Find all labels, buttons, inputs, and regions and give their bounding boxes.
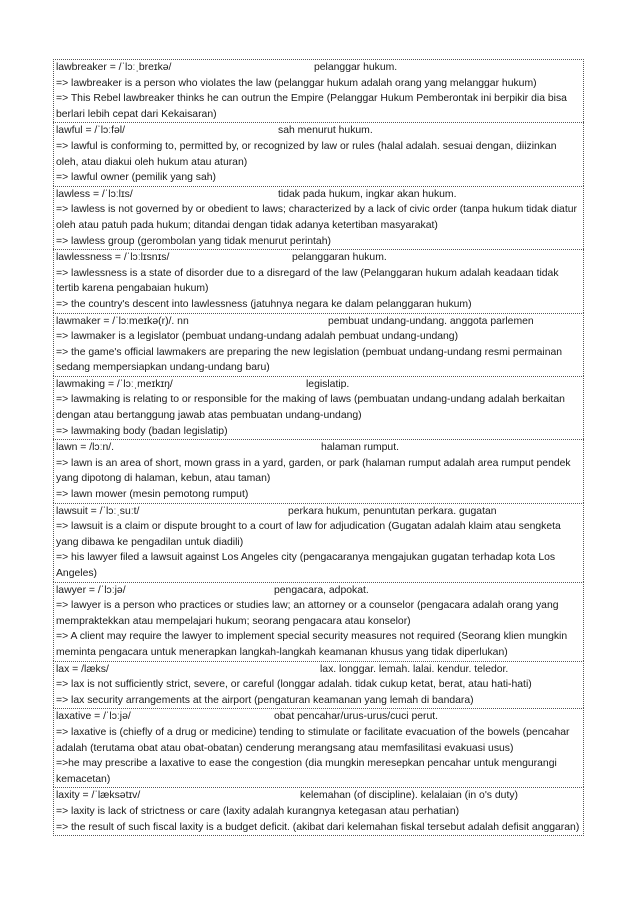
headword: lawmaking = /ˈlɔːˌmeɪkɪŋ/ <box>56 378 173 390</box>
headword: lawful = /ˈlɔːfəl/ <box>56 125 126 137</box>
dictionary-entry-lawsuit <box>53 503 584 582</box>
dictionary-entry-lawyer <box>53 582 584 661</box>
headword: lawn = /lɔːn/. <box>56 442 115 454</box>
definition-line: => laxity is lack of strictness or care (laxity adalah kurangnya ketegasan atau perhatian) <box>56 805 460 817</box>
translation: perkara hukum, penuntutan perkara. gugatan <box>288 505 497 517</box>
example-line: => This Rebel lawbreaker thinks he can outrun the Empire (Pelanggar Hukum Pemberontak ini berpikir dia bisa berlari lebih cepat dari Kekaisaran) <box>56 93 567 120</box>
dictionary-entry-laxity <box>53 787 584 836</box>
translation: pelanggaran hukum. <box>292 252 387 264</box>
definition-line: => lawn is an area of short, mown grass in a yard, garden, or park (halaman rumput adalah area rumput pendek yang dipotong di halaman, kebun, atau taman) <box>56 457 571 485</box>
definition-line: => lax is not sufficiently strict, severe, or careful (longgar adalah. tidak cukup ketat, berat, atau hati-hati) <box>56 679 532 691</box>
example-line: => the country's descent into lawlessness (jatuhnya negara ke dalam pelanggaran hukum) <box>56 298 472 310</box>
translation: sah menurut hukum. <box>278 125 373 137</box>
example-line: => the game's official lawmakers are preparing the new legislation (pembuat undang-undang resmi permainan sedang mempersiapkan undang-undang baru) <box>56 346 563 374</box>
translation: kelemahan (of discipline). kelalaian (in o's duty) <box>300 790 518 802</box>
translation: tidak pada hukum, ingkar akan hukum. <box>278 188 457 200</box>
headword: lawlessness = /ˈlɔːlɪsnɪs/ <box>56 252 170 264</box>
headword: lax = /læks/ <box>56 663 109 675</box>
dictionary-entry-lawless <box>53 186 584 249</box>
definition-line: => laxative is (chiefly of a drug or medicine) tending to stimulate or facilitate evacuation of the bowels (pencahar adalah (terutama obat atau obat-obatan) cenderung merangsang atau memfasilitasi evakuasi usus) <box>56 726 570 754</box>
headword: lawyer = /ˈlɔːjə/ <box>56 584 126 596</box>
example-line: => the result of such fiscal laxity is a budget deficit. (akibat dari kelemahan fiskal tersebut adalah defisit anggaran) <box>56 821 580 833</box>
dictionary-page <box>53 59 584 836</box>
example-line: => lax security arrangements at the airport (pengaturan keamanan yang lemah di bandara) <box>56 694 474 706</box>
definition-line: => lawbreaker is a person who violates the law (pelanggar hukum adalah orang yang melanggar hukum) <box>56 77 537 89</box>
definition-line: => lawsuit is a claim or dispute brought to a court of law for adjudication (Gugatan adalah klaim atau sengketa yang dibawa ke pengadilan untuk diadili) <box>56 521 561 548</box>
example-line: => lawful owner (pemilik yang sah) <box>56 172 216 184</box>
example-line: => lawn mower (mesin pemotong rumput) <box>56 489 249 501</box>
headword: lawsuit = /ˈlɔːˌsuːt/ <box>56 505 140 517</box>
example-line: => lawless group (gerombolan yang tidak menurut perintah) <box>56 235 331 247</box>
translation: obat pencahar/urus-urus/cuci perut. <box>274 711 439 723</box>
dictionary-entry-lawmaking <box>53 376 584 439</box>
definition-line: => lawyer is a person who practices or studies law; an attorney or a counselor (pengacara adalah orang yang mempraktekkan atau mempelajari hukum; seorang pengacara atau konselor) <box>56 600 559 627</box>
headword: lawless = /ˈlɔːlɪs/ <box>56 188 133 200</box>
translation: pelanggar hukum. <box>314 62 398 73</box>
definition-line: => lawmaker is a legislator (pembuat undang-undang adalah pembuat undang-undang) <box>56 331 459 343</box>
definition-line: => lawless is not governed by or obedient to laws; characterized by a lack of civic order (tanpa hukum tidak diatur oleh atau patuh pada hukum; ditandai dengan tidak adanya ketertiban masyarakat) <box>56 204 577 231</box>
headword: lawbreaker = /ˈlɔːˌbreɪkə/ <box>56 62 172 73</box>
dictionary-entry-lawlessness <box>53 249 584 312</box>
example-line: => his lawyer filed a lawsuit against Los Angeles city (pengacaranya mengajukan gugatan terhadap kota Los Angeles) <box>56 552 556 579</box>
headword: laxative = /ˈlɔːjə/ <box>56 711 131 723</box>
translation: halaman rumput. <box>321 442 399 454</box>
definition-line: => lawmaking is relating to or responsible for the making of laws (pembuatan undang-undang adalah berkaitan dengan atau bertanggung jawab atas pembuatan undang-undang) <box>56 394 565 422</box>
translation: pembuat undang-undang. anggota parlemen <box>328 315 534 327</box>
definition-line: => lawlessness is a state of disorder due to a disregard of the law (Pelanggaran hukum adalah keadaan tidak tertib karena pengabaian hukum) <box>56 267 559 295</box>
definition-line: => lawful is conforming to, permitted by, or recognized by law or rules (halal adalah. sesuai dengan, diizinkan oleh, atau diakui oleh hukum atau aturan) <box>56 140 557 168</box>
headword: laxity = /ˈlæksətɪv/ <box>56 790 141 802</box>
dictionary-entry-laxative <box>53 708 584 787</box>
dictionary-entry-lax <box>53 661 584 709</box>
dictionary-entry-lawn <box>53 439 584 502</box>
translation: lax. longgar. lemah. lalai. kendur. teledor. <box>320 663 509 675</box>
dictionary-entry-lawful <box>53 122 584 185</box>
example-line: =>he may prescribe a laxative to ease the congestion (dia mungkin meresepkan pencahar untuk mengurangi kemacetan) <box>56 758 557 785</box>
headword: lawmaker = /ˈlɔːmeɪkə(r)/. nn <box>56 315 189 327</box>
example-line: => lawmaking body (badan legislatip) <box>56 425 228 437</box>
dictionary-entry-lawbreaker <box>53 59 584 122</box>
translation: pengacara, adpokat. <box>274 584 369 596</box>
translation: legislatip. <box>306 378 350 390</box>
dictionary-entry-lawmaker <box>53 313 584 376</box>
example-line: => A client may require the lawyer to implement special security measures not required (Seorang klien mungkin meminta pengacara untuk menerapkan langkah-langkah keamanan khusus yang tidak diperlukan) <box>56 631 568 658</box>
